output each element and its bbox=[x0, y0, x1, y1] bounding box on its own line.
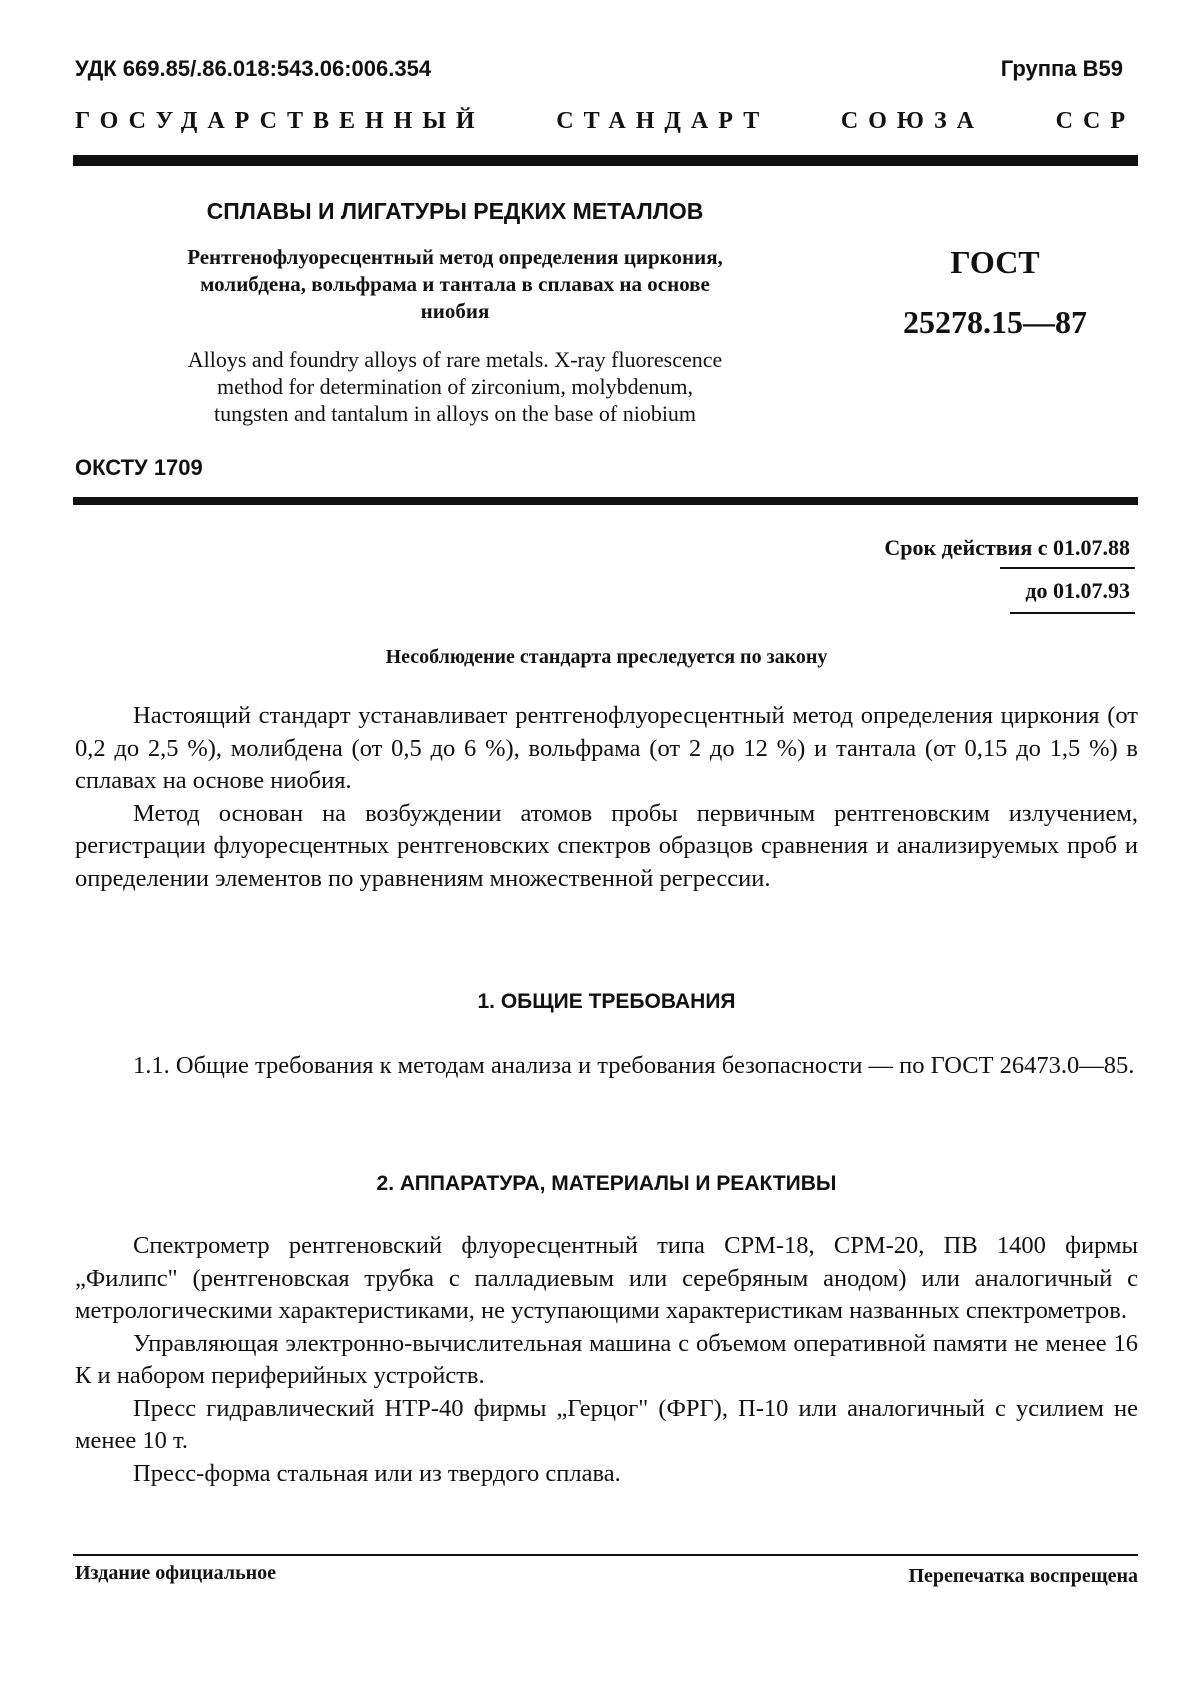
validity-underline bbox=[1000, 567, 1135, 569]
title-ru-sub-line: ниобия bbox=[420, 299, 490, 323]
title-ru-subtitle bbox=[75, 244, 835, 325]
section-1-heading: 1. ОБЩИЕ ТРЕБОВАНИЯ bbox=[477, 990, 736, 1013]
title-en-line: Alloys and foundry alloys of rare metals. X-ray fluorescence bbox=[187, 347, 723, 372]
section-1-text bbox=[75, 1050, 1138, 1083]
validity-from: Срок действия с 01.07.88 bbox=[884, 535, 1130, 560]
reprint-prohibited-label: Перепечатка воспрещена bbox=[908, 1565, 1138, 1587]
paragraph: Пресс гидравлический НТР-40 фирмы „Герцог" (ФРГ), П-10 или аналогичный с усилием не менее 10 т. bbox=[75, 1394, 1138, 1454]
header-rule bbox=[73, 155, 1138, 166]
title-block-rule bbox=[73, 497, 1138, 505]
title-en bbox=[75, 346, 835, 427]
gost-number: 25278.15—87 bbox=[903, 304, 1087, 340]
section-2-heading: 2. АППАРАТУРА, МАТЕРИАЛЫ И РЕАКТИВЫ bbox=[376, 1172, 837, 1195]
paragraph: 1.1. Общие требования к методам анализа и требования безопасности — по ГОСТ 26473.0—85. bbox=[133, 1052, 1135, 1079]
official-edition-label: Издание официальное bbox=[75, 1562, 277, 1584]
footer-rule bbox=[73, 1554, 1138, 1556]
title-ru-sub-line: Рентгенофлуоресцентный метод определения циркония, bbox=[187, 245, 723, 269]
validity-underline bbox=[1010, 612, 1135, 614]
state-standard-heading: ГОСУДАРСТВЕННЫЙ СТАНДАРТ СОЮЗА ССР bbox=[75, 108, 1135, 134]
udk-code: УДК 669.85/.86.018:543.06:006.354 bbox=[75, 56, 432, 81]
paragraph: Настоящий стандарт устанавливает рентгенофлуоресцентный метод определения циркония (от 0,2 до 2,5 %), молибдена (от 0,5 до 6 %), вольфрама (от 2 до 12 %) и тантала (от 0,15 до 1,5 %) в сплавах на основе ниобия. bbox=[75, 702, 1138, 794]
gost-label: ГОСТ bbox=[950, 244, 1040, 280]
title-en-line: method for determination of zirconium, molybdenum, bbox=[217, 374, 693, 399]
section-2-text bbox=[75, 1230, 1138, 1490]
paragraph: Пресс-форма стальная или из твердого сплава. bbox=[133, 1459, 621, 1487]
intro-text bbox=[75, 700, 1138, 895]
validity-to: до 01.07.93 bbox=[1025, 578, 1130, 603]
oksu-code: ОКСТУ 1709 bbox=[75, 455, 203, 480]
paragraph: Управляющая электронно-вычислительная машина с объемом оперативной памяти не менее 16 К и набором периферийных устройств. bbox=[75, 1329, 1138, 1389]
title-ru-main: СПЛАВЫ И ЛИГАТУРЫ РЕДКИХ МЕТАЛЛОВ bbox=[206, 198, 704, 224]
title-en-line: tungsten and tantalum in alloys on the base of niobium bbox=[213, 401, 697, 426]
title-ru-sub-line: молибдена, вольфрама и тантала в сплавах на основе bbox=[200, 272, 710, 296]
violation-notice: Несоблюдение стандарта преследуется по закону bbox=[385, 646, 828, 668]
paragraph: Метод основан на возбуждении атомов пробы первичным рентгеновским излучением, регистрации флуоресцентных рентгеновских спектров образцов сравнения и анализируемых проб и определении элементов по уравнениям множественной регрессии. bbox=[75, 799, 1138, 892]
paragraph: Спектрометр рентгеновский флуоресцентный типа СРМ-18, СРМ-20, ПВ 1400 фирмы „Филипс" (рентгеновская трубка с палладиевым или серебряным анодом) или аналогичный с метрологическими характеристиками, не уступающими характеристикам названных спектрометров. bbox=[75, 1232, 1138, 1324]
group-code: Группа В59 bbox=[1000, 56, 1123, 81]
